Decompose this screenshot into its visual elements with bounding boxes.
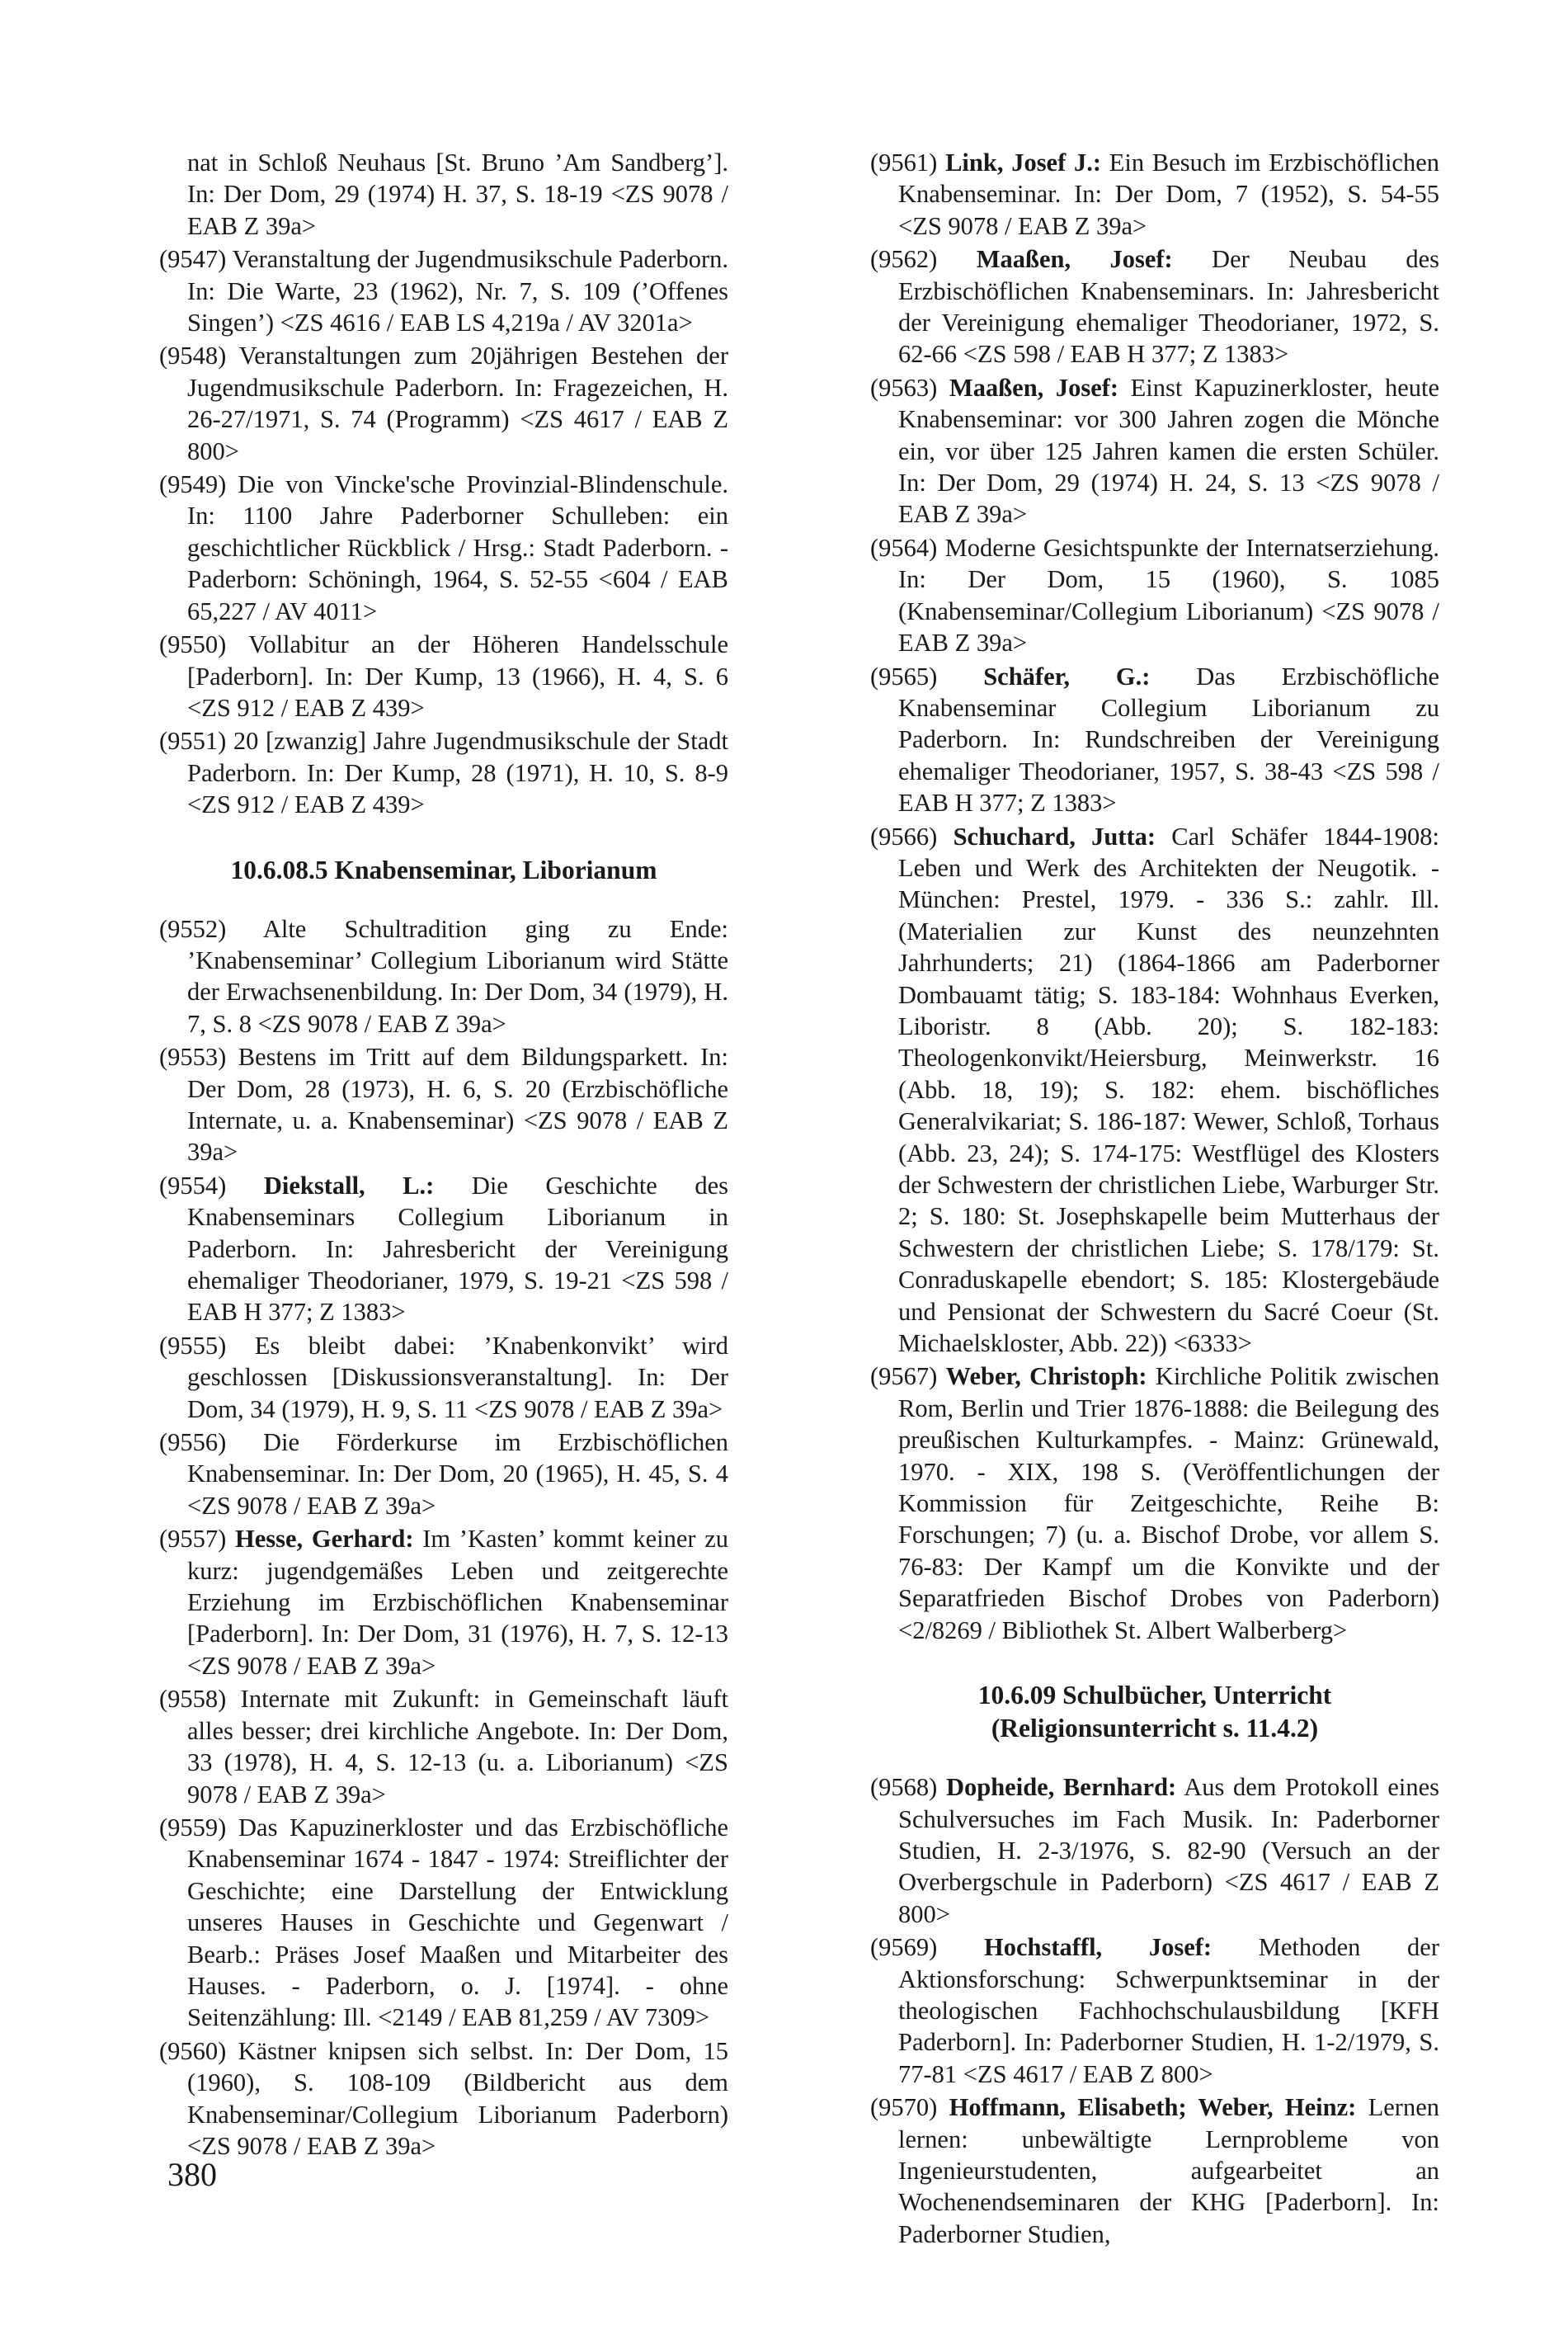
bibliography-entry: [159, 469, 728, 627]
entry-text: Internate mit Zukunft: in Gemeinschaft läuft alles besser; drei kirchliche Angebote. In: Der Dom, 33 (1978), H. 4, S. 12-13 (u. a. Liborianum) <ZS 9078 / EAB Z 39a>: [187, 1685, 729, 1809]
left-column: [159, 147, 728, 2163]
entry-text: Im ’Kasten’ kommt keiner zu kurz: jugendgemäßes Leben und zeitgerechte Erziehung im Erzbischöflichen Knabenseminar [Paderborn]. In: Der Dom, 31 (1976), H. 7, S. 12-13 <ZS 9078 / EAB Z 39a>: [187, 1525, 728, 1680]
entry-number: (9549): [159, 470, 227, 499]
entry-author: Maaßen, Josef:: [949, 373, 1119, 402]
entry-text: Die Förderkurse im Erzbischöflichen Knabenseminar. In: Der Dom, 20 (1965), H. 45, S. 4 <ZS 9078 / EAB Z 39a>: [187, 1428, 729, 1520]
entry-text: Alte Schultradition ging zu Ende: ’Knabenseminar’ Collegium Liborianum wird Stätte der Erwachsenenbildung. In: Der Dom, 34 (1979), H. 7, S. 8 <ZS 9078 / EAB Z 39a>: [187, 914, 728, 1038]
entry-text: Kirchliche Politik zwischen Rom, Berlin und Trier 1876-1888: die Beilegung des preußischen Kulturkampfes. - Mainz: Grünewald, 1970. - XIX, 198 S. (Veröffentlichungen der Kommission für Zeitgeschichte, Reihe B: Forschungen; 7) (u. a. Bischof Drobe, vor allem S. 76-83: Der Kampf um die Konvikte und der Separatfrieden Bischof Drobes von Paderborn) <2/8269 / Bibliothek St. Albert Walberberg>: [898, 1362, 1440, 1644]
bibliography-entry: [870, 243, 1439, 370]
entry-number: (9567): [870, 1362, 938, 1391]
entry-text: Moderne Gesichtspunkte der Internatserziehung. In: Der Dom, 15 (1960), S. 1085 (Knabenseminar/Collegium Liborianum) <ZS 9078 / EAB Z 39a>: [898, 533, 1439, 658]
entry-number: (9552): [159, 914, 227, 943]
bibliography-entry: [159, 243, 728, 338]
entry-text: Veranstaltungen zum 20jährigen Bestehen der Jugendmusikschule Paderborn. In: Fragezeichen, H. 26-27/1971, S. 74 (Programm) <ZS 4617 / EAB Z 800>: [187, 342, 728, 465]
entry-number: (9566): [870, 822, 938, 851]
section-heading-line: (Religionsunterricht s. 11.4.2): [991, 1714, 1319, 1743]
entry-number: (9561): [870, 149, 938, 177]
bibliography-entry: [870, 2092, 1439, 2250]
entry-text: Ein Besuch im Erzbischöflichen Knabenseminar. In: Der Dom, 7 (1952), S. 54-55 <ZS 9078 / EAB Z 39a>: [898, 149, 1440, 240]
entry-author: Dopheide, Bernhard:: [945, 1773, 1177, 1802]
entry-number: (9568): [870, 1773, 938, 1802]
entry-number: (9565): [870, 662, 938, 691]
entry-number: (9551): [159, 727, 227, 756]
entry-number: (9569): [870, 1933, 938, 1962]
entry-text: 20 [zwanzig] Jahre Jugendmusikschule der Stadt Paderborn. In: Der Kump, 28 (1971), H. 10, S. 8-9 <ZS 912 / EAB Z 439>: [187, 727, 729, 819]
entry-author: Schuchard, Jutta:: [953, 822, 1156, 851]
section-heading: [870, 1679, 1439, 1745]
entry-text: Der Neubau des Erzbischöflichen Knabenseminars. In: Jahresbericht der Vereinigung ehemaliger Theodorianer, 1972, S. 62-66 <ZS 598 / EAB H 377; Z 1383>: [898, 245, 1440, 369]
page-number: 380: [167, 2156, 217, 2193]
entry-number: (9548): [159, 342, 227, 370]
entry-number: (9553): [159, 1043, 227, 1072]
entry-text: Das Erzbischöfliche Knabenseminar Collegium Liborianum zu Paderborn. In: Rundschreiben der Vereinigung ehemaliger Theodorianer, 1957, S. 38-43 <ZS 598 / EAB H 377; Z 1383>: [898, 662, 1439, 818]
entry-number: (9554): [159, 1171, 227, 1200]
bibliography-entry: [159, 340, 728, 467]
right-column: [870, 147, 1439, 2252]
bibliography-entry: [870, 147, 1439, 242]
entry-author: Hochstaffl, Josef:: [984, 1933, 1212, 1962]
entry-text: Methoden der Aktionsforschung: Schwerpunktseminar in der theologischen Fachhochschulausbildung [KFH Paderborn]. In: Paderborner Studien, H. 1-2/1979, S. 77-81 <ZS 4617 / EAB Z 800>: [898, 1933, 1439, 2088]
entry-text: Die Geschichte des Knabenseminars Collegium Liborianum in Paderborn. In: Jahresbericht der Vereinigung ehemaliger Theodorianer, 1979, S. 19-21 <ZS 598 / EAB H 377; Z 1383>: [187, 1171, 728, 1327]
bibliography-entry: [159, 1041, 728, 1168]
bibliography-entry: [159, 1330, 728, 1425]
bibliography-entry: [159, 1523, 728, 1681]
entry-text: Veranstaltung der Jugendmusikschule Paderborn. In: Die Warte, 23 (1962), Nr. 7, S. 109 (’Offenes Singen’) <ZS 4616 / EAB LS 4,219a / AV 3201a>: [187, 245, 728, 337]
entry-number: (9555): [159, 1331, 227, 1360]
entry-number: (9564): [870, 533, 938, 562]
bibliography-entry: [870, 661, 1439, 819]
entry-number: (9547): [159, 245, 227, 274]
entry-number: (9570): [870, 2093, 938, 2122]
entry-text: Kästner knipsen sich selbst. In: Der Dom, 15 (1960), S. 108-109 (Bildbericht aus dem Knabenseminar/Collegium Liborianum Paderborn) <ZS 9078 / EAB Z 39a>: [187, 2036, 729, 2160]
bibliography-entry: [159, 913, 728, 1040]
bibliography-entry: [159, 1170, 728, 1328]
entry-author: Schäfer, G.:: [983, 662, 1151, 691]
entry-author: Hoffmann, Elisabeth; Weber, Heinz:: [949, 2093, 1357, 2122]
bibliography-entry: [870, 821, 1439, 1360]
entry-text: nat in Schloß Neuhaus [St. Bruno ’Am Sandberg’]. In: Der Dom, 29 (1974) H. 37, S. 18-19 <ZS 9078 / EAB Z 39a>: [187, 149, 728, 240]
bibliography-entry: [159, 629, 728, 724]
entry-text: Aus dem Protokoll eines Schulversuches im Fach Musik. In: Paderborner Studien, H. 2-3/1976, S. 82-90 (Versuch an der Overbergschule in Paderborn) <ZS 4617 / EAB Z 800>: [898, 1773, 1439, 1928]
entry-author: Link, Josef J.:: [945, 149, 1102, 177]
bibliography-entry: [159, 1427, 728, 1521]
bibliography-entry: [870, 1771, 1439, 1930]
entry-text: Vollabitur an der Höheren Handelsschule [Paderborn]. In: Der Kump, 13 (1966), H. 4, S. 6 <ZS 912 / EAB Z 439>: [187, 630, 728, 722]
entry-text: Es bleibt dabei: ’Knabenkonvikt’ wird geschlossen [Diskussionsveranstaltung]. In: Der Dom, 34 (1979), H. 9, S. 11 <ZS 9078 / EAB Z 39a>: [187, 1331, 728, 1423]
entry-number: (9550): [159, 630, 227, 659]
entry-text: Einst Kapuzinerkloster, heute Knabenseminar: vor 300 Jahren zogen die Mönche ein, vor über 125 Jahren kamen die ersten Schüler. In: Der Dom, 29 (1974) H. 24, S. 13 <ZS 9078 / EAB Z 39a>: [898, 373, 1439, 529]
entry-number: (9558): [159, 1685, 227, 1714]
entry-text: Bestens im Tritt auf dem Bildungsparkett. In: Der Dom, 28 (1973), H. 6, S. 20 (Erzbischöfliche Internate, u. a. Knabenseminar) <ZS 9078 / EAB Z 39a>: [187, 1043, 729, 1167]
bibliography-entry: [159, 2035, 728, 2162]
entry-author: Hesse, Gerhard:: [235, 1525, 414, 1554]
bibliography-entry: [159, 1683, 728, 1810]
entry-number: (9563): [870, 373, 938, 402]
entry-number: (9559): [159, 1813, 227, 1842]
bibliography-entry: [870, 372, 1439, 531]
entry-author: Diekstall, L.:: [263, 1171, 435, 1200]
entry-number: (9556): [159, 1428, 227, 1457]
entry-number: (9560): [159, 2036, 227, 2065]
bibliography-entry: [870, 1361, 1439, 1646]
bibliography-entry: [159, 725, 728, 820]
bibliography-entry: [870, 532, 1439, 659]
entry-number: (9562): [870, 245, 938, 274]
section-heading-line: 10.6.09 Schulbücher, Unterricht: [977, 1681, 1332, 1710]
section-heading-line: 10.6.08.5 Knabenseminar, Liborianum: [230, 855, 657, 884]
section-heading: [159, 854, 728, 887]
entry-number: (9557): [159, 1525, 227, 1554]
bibliography-entry: [870, 1931, 1439, 2090]
entry-author: Weber, Christoph:: [945, 1362, 1147, 1391]
entry-text: Carl Schäfer 1844-1908: Leben und Werk des Architekten der Neugotik. - München: Prestel, 1979. - 336 S.: zahlr. Ill. (Materialien zur Kunst des neunzehnten Jahrhunderts; 21) (1864-1866 am Paderborner Dombauamt tätig; S. 183-184: Wohnhaus Everken, Liboristr. 8 (Abb. 20); S. 182-183: Theologenkonvikt/Heiersburg, Meinwerkstr. 16 (Abb. 18, 19); S. 182: ehem. bischöfliches Generalvikariat; S. 186-187: Wewer, Schloß, Torhaus (Abb. 23, 24); S. 174-175: Westflügel des Klosters der Schwestern der christlichen Liebe, Warburger Str. 2; S. 180: St. Josephskapelle beim Mutterhaus der Schwestern der christlichen Liebe; S. 178/179: St. Conraduskapelle ebendort; S. 185: Klostergebäude und Pensionat der Schwestern du Sacré Coeur (St. Michaelskloster, Abb. 22)) <6333>: [898, 822, 1440, 1358]
entry-text: Die von Vincke'sche Provinzial-Blindenschule. In: 1100 Jahre Paderborner Schulleben: ein geschichtlicher Rückblick / Hrsg.: Stadt Paderborn. - Paderborn: Schöningh, 1964, S. 52-55 <604 / EAB 65,227 / AV 4011>: [187, 470, 729, 625]
entry-continuation: [159, 147, 728, 242]
entry-author: Maaßen, Josef:: [976, 245, 1173, 274]
bibliography-entry: [159, 1812, 728, 2034]
entry-text: Das Kapuzinerkloster und das Erzbischöfliche Knabenseminar 1674 - 1847 - 1974: Streiflichter der Geschichte; eine Darstellung der Entwicklung unseres Hauses in Geschichte und Gegenwart / Bearb.: Präses Josef Maaßen und Mitarbeiter des Hauses. - Paderborn, o. J. [1974]. - ohne Seitenzählung: Ill. <2149 / EAB 81,259 / AV 7309>: [187, 1813, 728, 2032]
entry-text: Lernen lernen: unbewältigte Lernprobleme von Ingenieurstudenten, aufgearbeitet an Wochenendseminaren der KHG [Paderborn]. In: Paderborner Studien,: [898, 2093, 1439, 2248]
